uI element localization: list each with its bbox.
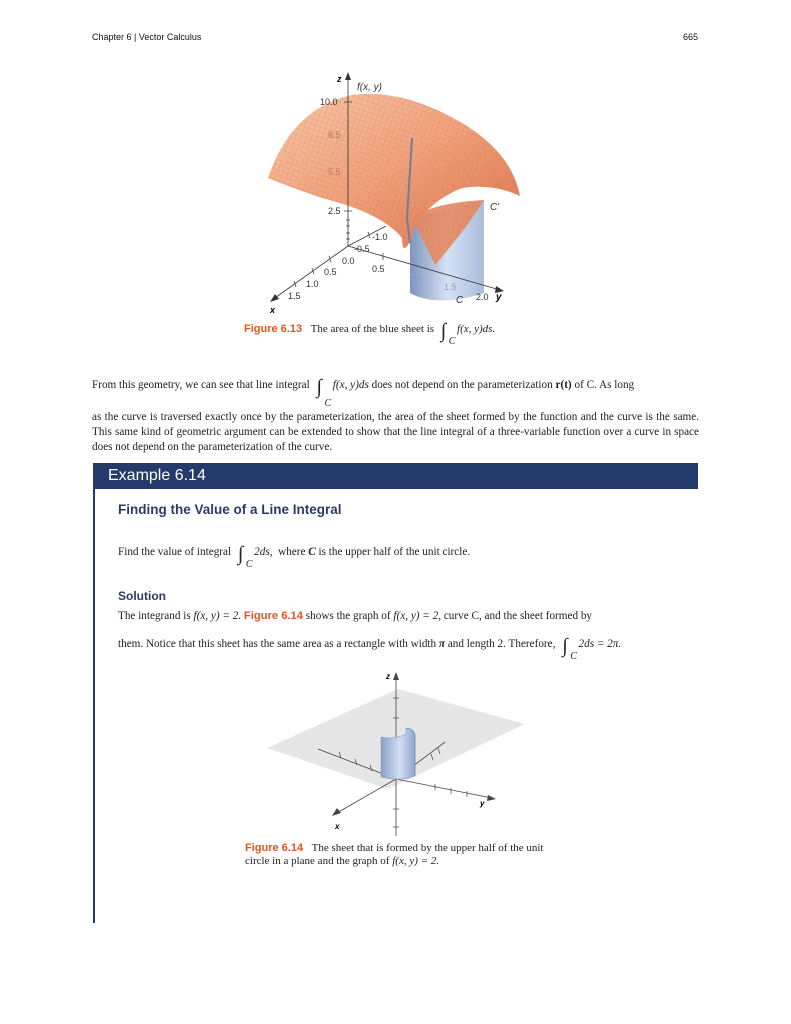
text: is the upper half of the unit circle.	[318, 546, 471, 558]
integral-subscript: C	[570, 651, 577, 662]
x-tick-1.0: 1.0	[306, 279, 319, 289]
z-tick-2.5: 2.5	[328, 206, 341, 216]
paragraph-line-1	[92, 376, 699, 409]
x-tick-1.5: 1.5	[288, 291, 301, 301]
z-tick-5.5: 5.5	[328, 167, 341, 177]
y-axis	[396, 779, 492, 798]
curve-label-C-prime: C'	[490, 202, 500, 213]
example-left-border	[93, 489, 95, 923]
y-tick-2.0: 2.0	[476, 292, 489, 302]
x-axis	[272, 246, 348, 300]
neg-tick-0.5: -0.5	[354, 244, 370, 254]
neg-tick-1.0: -1.0	[372, 232, 388, 242]
math: f(x, y) = 2.	[193, 610, 242, 622]
text: does not depend on the parameterization	[371, 379, 553, 391]
x-tick-0.5: 0.5	[324, 267, 337, 277]
y-tick-0.5: 0.5	[372, 264, 385, 274]
x-axis	[335, 779, 396, 814]
var-C: C	[308, 546, 316, 558]
figure-label: Figure 6.13	[244, 323, 303, 335]
y-tick-1.0: 1.0	[410, 272, 423, 282]
z-tick-10: 10.0	[320, 97, 338, 107]
integral-subscript: C	[245, 559, 253, 570]
integral-sign: ∫ C	[316, 376, 332, 409]
figure-6-13-plot	[262, 68, 538, 316]
pi-symbol: π	[438, 638, 446, 650]
x-axis-label: x	[335, 822, 340, 831]
running-header-chapter: Chapter 6 | Vector Calculus	[92, 32, 202, 42]
surface-label: f(x, y)	[357, 82, 382, 93]
x-axis-arrow	[332, 808, 341, 816]
figure-6-13-caption	[244, 320, 496, 347]
z-axis-label: z	[337, 74, 342, 84]
text: Find the value of integral	[118, 546, 232, 558]
text: The integrand is	[118, 610, 191, 622]
example-subtitle: Finding the Value of a Line Integral	[118, 502, 342, 517]
text: shows the graph of	[305, 610, 391, 622]
figure-label: Figure 6.14	[245, 842, 304, 854]
integrand: 2ds,	[254, 546, 273, 558]
figure-6-14-link[interactable]: Figure 6.14	[243, 610, 303, 622]
example-question	[118, 543, 471, 570]
text: From this geometry, we can see that line integral	[92, 379, 310, 391]
text: curve C, and the sheet formed by	[443, 610, 593, 622]
z-axis-arrow	[393, 672, 399, 680]
caption-math: f(x, y) = 2.	[392, 855, 440, 867]
x-axis-arrow	[270, 294, 279, 302]
text: and length 2. Therefore,	[447, 638, 556, 650]
paragraph-body: as the curve is traversed exactly once by the parameterization, the area of the sheet formed by the function and the curve is the same. This same kind of geometric argument can be extended to show that the line integral of a three-variable function over a curve in space does not depend on the parameterization of the curve.	[92, 411, 699, 453]
figure-6-14-plot	[255, 664, 565, 844]
y-tick-1.5: 1.5	[444, 282, 457, 292]
caption-text: The sheet that is formed by the upper half of the unit circle in a plane and the graph of	[245, 842, 544, 867]
z-axis-label: z	[386, 672, 390, 681]
integral-subscript: C	[448, 336, 456, 347]
text: them. Notice that this sheet has the same area as a rectangle with width	[118, 638, 437, 650]
z-axis-arrow	[345, 72, 351, 80]
z-tick-8.5: 8.5	[328, 130, 341, 140]
result: 2ds = 2π.	[578, 638, 622, 650]
text: of C. As long	[574, 379, 635, 391]
param-rt: r(t)	[555, 379, 572, 391]
solution-line-1	[118, 610, 592, 622]
curve-label-C: C	[456, 295, 464, 306]
integrand: f(x, y)ds	[332, 379, 369, 391]
integral-sign: ∫ C	[440, 320, 456, 347]
caption-integrand: f(x, y)ds.	[457, 323, 496, 335]
integral-subscript: C	[324, 398, 332, 409]
figure-6-14-caption	[245, 842, 555, 868]
x-axis-label: x	[270, 305, 276, 315]
integral-sign: ∫ C	[237, 543, 253, 570]
caption-text: The area of the blue sheet is	[310, 323, 435, 335]
solution-heading: Solution	[118, 589, 166, 603]
y-axis-label: y	[496, 292, 502, 303]
solution-line-2	[118, 635, 622, 662]
example-title: Example 6.14	[108, 467, 206, 484]
integral-sign: ∫ C	[562, 635, 577, 662]
page-number: 665	[682, 32, 698, 42]
text: where	[278, 546, 306, 558]
origin-label: 0.0	[342, 256, 355, 266]
y-axis-label: y	[480, 799, 485, 808]
math: f(x, y) = 2,	[393, 610, 442, 622]
y-axis-arrow	[487, 795, 496, 801]
